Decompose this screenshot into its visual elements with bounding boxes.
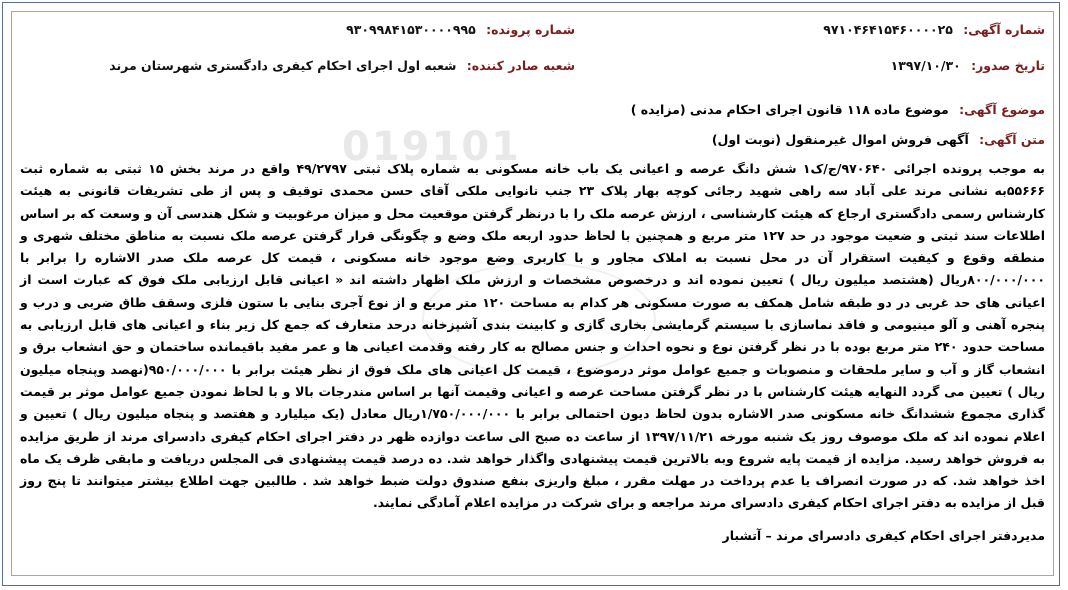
issue-date-value: ۱۳۹۷/۱۰/۳۰: [890, 58, 961, 73]
subject-label: موضوع آگهی:: [959, 102, 1045, 117]
case-number-value: ۹۳۰۹۹۸۴۱۵۳۰۰۰۰۹۹۵: [346, 22, 476, 37]
body-line: کل زیر بناء و اعیانی های قابل ارزیابی به مساحت حدود ۲۴۰ متر مربع بوده با در نظر گرفتن نوع و نحوه احداث و جنس مصالح به کار رفته وقدمت اعیانی ها و عمر مفید باقیمانده: [20, 317, 1045, 355]
body-line: مرند مراجعه و برای شرکت در مزایده اعلام آمادگی نمایند.: [372, 495, 727, 511]
watermark: 019101: [342, 124, 521, 170]
notice-title: آگهی فروش اموال غیرمنقول (نوبت اول): [711, 132, 969, 147]
notice-body: [20, 158, 1045, 515]
notice-frame: [2, 2, 1060, 586]
notice-text-label: متن آگهی:: [979, 132, 1045, 147]
subject-line: [20, 102, 1045, 117]
case-number-label: شماره پرونده:: [486, 22, 575, 37]
notice-container: [11, 11, 1054, 576]
body-line: ۱۲۷ متر مربع و همچنین با لحاظ حدود اربعه ملک وضع و چگونگی قرار گرفتن عرصه ملک نسبت به مناطق مختلف شهری و منطقه وقوع و کیفیت استقرار آن در محل نسبت به املاک: [20, 227, 1046, 266]
body-line: ارزش ملک اظهار داشته اند « اعیانی قابل ارزیابی ملک فوق که عبارت است از اعیانی های حد غربی در دو طبقه شامل همکف به صورت مسکونی هر کدام به مساحت ۱۲۰ متر مربع و از: [20, 272, 1045, 310]
header-row-1: [20, 22, 1045, 44]
issuing-branch: [109, 58, 575, 73]
notice-title-line: [20, 132, 1045, 147]
signature: مدیردفتر اجرای احکام کیفری دادسرای مرند – آتشبار: [722, 528, 1045, 543]
subject-value: موضوع ماده ۱۱۸ قانون اجرای احکام مدنی (مزایده ): [630, 102, 949, 117]
notice-number: [823, 22, 1045, 37]
issue-date: [891, 58, 1045, 73]
notice-number-label: شماره آگهی:: [963, 22, 1045, 37]
body-line: ساختمان و حق انشعاب برق و انشعاب گاز و آب و سایر ملحقات و منصوبات و جمیع عوامل موثر درموضوع ، قیمت کل اعیانی های ملک فوق از نظر هیئت برابر با ۹۵۰/۰۰۰/۰۰۰(نهصد: [20, 339, 1045, 377]
notice-number-value: ۹۷۱۰۴۶۴۱۵۴۶۰۰۰۰۲۵: [823, 22, 953, 37]
body-line: گذاری مجموع ششدانگ خانه مسکونی صدر الاشاره بدون لحاظ دیون احتمالی برابر با ۱/۷۵۰/۰۰۰/۰۰۰ریال معادل (یک میلیارد و هفتصد و پنجاه میلیون ریال ) تعیین و اعلام نموده: [20, 406, 1045, 444]
issuing-branch-label: شعبه صادر کننده:: [466, 58, 575, 73]
body-line: وپنجاه میلیون ریال ) تعیین می گردد النهایه هیئت کارشناس با در نظر گرفتن مساحت عرصه و اعیانی وقیمت آنها بر اساس مندرجات بالا و با لحاظ نمودن جمیع عوامل موثر بر قیمت: [20, 361, 1045, 399]
issue-date-label: تاریخ صدور:: [971, 58, 1045, 73]
header-row-2: [20, 58, 1045, 80]
body-line: یا عدم پرداخت در مهلت مقرر ، مبلغ واریزی بنفع صندوق دولت ضبط خواهد شد . طالبین جهت اطلاع بیشتر میتوانند تا پنج روز قبل از مزایده به دفتر اجرای احکام کیفری دادسرای: [20, 473, 1045, 511]
body-line: ارجاع که هیئت کارشناسی ، ارزش عرصه ملک را با درنظر گرفتن موقعیت محل و میزان مرغوبیت و شکل هندسی آن و وسعت که بر اساس اطلاعات سند ثبتی و ضعیت موجود در حد: [20, 205, 1045, 243]
body-line: نوع آجری بنایی با ستون فلزی وسقف طاق ضربی و درب و پنجره آهنی و آلو مینیومی و فاقد نماسازی با سیستم گرمایشی بخاری گازی و کابینت بندی آشپزخانه درحد متعارف که جمع: [20, 294, 1046, 333]
body-line: اند که ملک موصوف روز یک شنبه مورخه ۱۳۹۷/۱۱/۲۱ از ساعت ده صبح الی ساعت دوازده ظهر در دفتر اجرای احکام کیفری دادسرای مرند از طریق مزایده به فروش خواهد رسید.: [20, 428, 1046, 466]
body-line: مجاور و با کاربری وضع موجود خانه مسکونی ، قیمت کل عرصه ملک صدر الاشاره را برابر با ۸۰۰/۰۰۰/۰۰۰ریال (هشتصد میلیون ریال ) تعیین نموده اند و درخصوص مشخصات و: [20, 250, 1045, 288]
body-line: مزایده از قیمت پایه شروع وبه بالاترین قیمت پیشنهادی واگذار خواهد شد. ده درصد قیمت پیشنهادی فی المجلس دریافت و مابقی ظرف یک ماه اخذ خواهد شد. که در صورت انصراف: [20, 450, 1045, 489]
body-line: به موجب پرونده اجرائی ۹۷۰۶۴۰/ج/ک۱ شش دانگ عرصه و اعیانی یک باب خانه مسکونی به شماره پلاک ثبتی ۴۹/۲۷۹۷ واقع در مرند بخش ۱۵ ثبتی به شماره ثبت ۵۵۶۶۶به: [20, 161, 1045, 199]
case-number: [346, 22, 575, 37]
body-line: نشانی مرند علی آباد سه راهی شهید رجائی کوچه بهار پلاک ۲۳ جنب نانوایی ملکی آقای حسن محمدی توقیف و پس از طی تشریفات قانونی به هیئت کارشناس رسمی دادگستری: [20, 183, 1045, 221]
issuing-branch-value: شعبه اول اجرای احکام کیفری دادگستری شهرستان مرند: [109, 58, 457, 73]
